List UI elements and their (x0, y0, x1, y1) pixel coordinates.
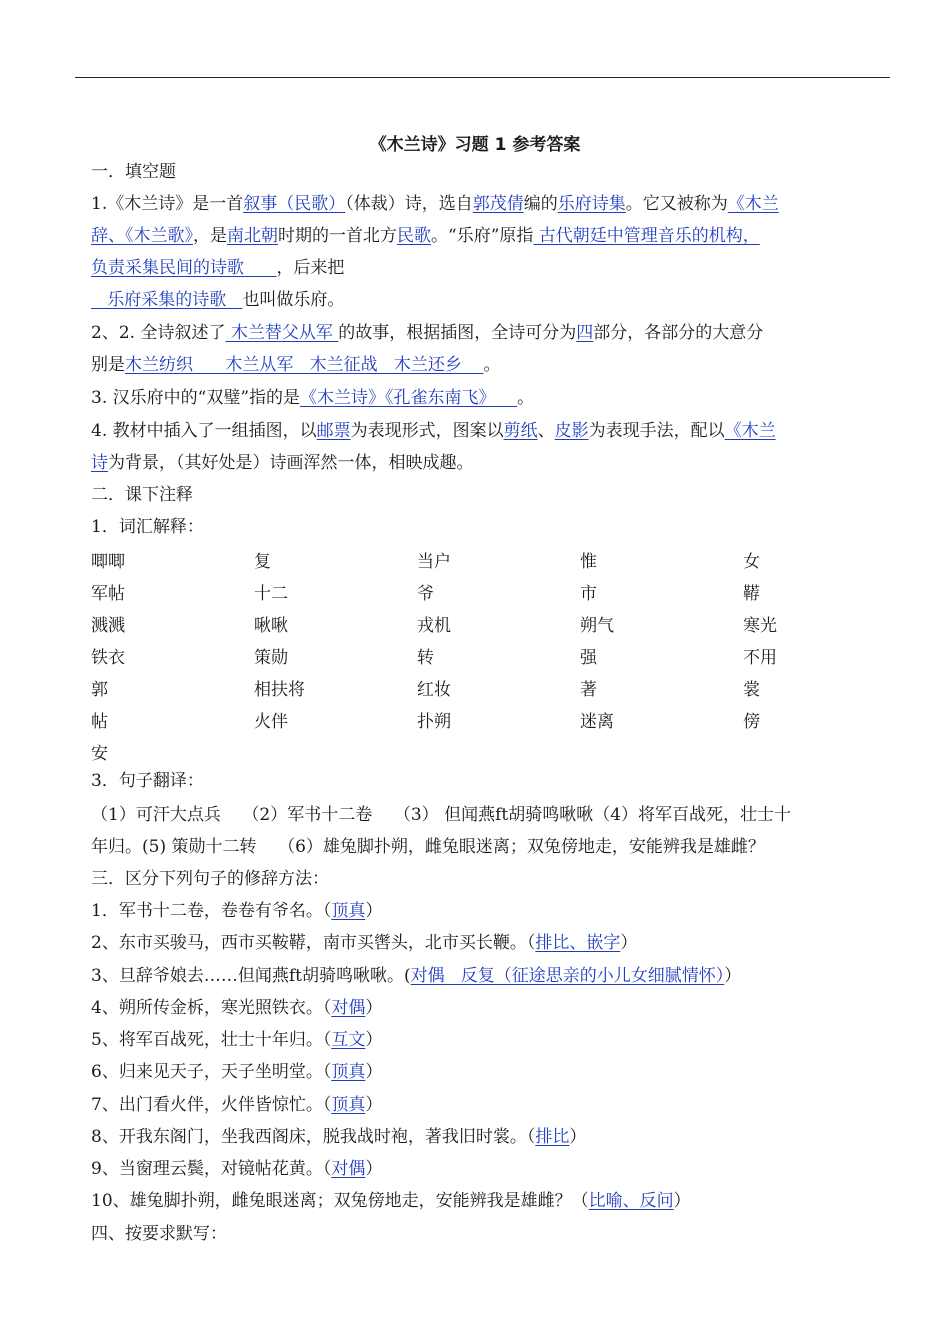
rhetoric-answer: 顶真 (331, 1062, 366, 1082)
vocab-cell: 市 (580, 584, 597, 604)
q1-answer: 、 (108, 226, 125, 246)
vocab-row (91, 546, 911, 578)
q4-answer: 《木兰 (724, 421, 776, 441)
q2-line-2 (91, 354, 500, 376)
q2-text: 别是 (91, 355, 125, 375)
vocab-cell: 策勋 (254, 648, 288, 668)
rhetoric-question: 4、朔所传金柝，寒光照铁衣。（ (91, 998, 332, 1018)
vocab-cell: 帖 (91, 712, 108, 732)
rhetoric-question: 1．军书十二卷，卷卷有爷名。（ (91, 901, 332, 921)
vocab-cell: 傍 (743, 712, 760, 732)
vocab-cell: 女 (743, 552, 760, 572)
rhetoric-item (91, 932, 637, 954)
rhetoric-answer: 对偶 (331, 1159, 366, 1179)
q1-line-1 (91, 193, 779, 215)
section-1-heading: 一．填空题 (91, 162, 176, 182)
rhetoric-close: ） (724, 966, 742, 986)
rhetoric-question: 5、将军百战死，壮士十年归。（ (91, 1030, 332, 1050)
vocab-cell: 安 (91, 744, 108, 764)
rhetoric-answer: 对偶 反复（征途思亲的小儿女细腻情怀） (410, 966, 725, 986)
rhetoric-item (91, 1158, 382, 1180)
q1-text: ，是 (193, 226, 227, 246)
rhetoric-item (91, 997, 382, 1019)
vocab-cell: 惟 (580, 552, 597, 572)
vocab-cell: 强 (580, 648, 597, 668)
rhetoric-close: ） (365, 998, 383, 1018)
rhetoric-close: ） (365, 1030, 383, 1050)
vocab-row (91, 610, 911, 642)
q2-text: 部分，各部分的大意分 (593, 323, 764, 343)
vocab-row (91, 578, 911, 610)
vocab-table (91, 546, 911, 770)
rhetoric-item (91, 1126, 586, 1148)
rhetoric-question: 7、出门看火伴，火伴皆惊忙。（ (91, 1095, 332, 1115)
q1-answer: 乐府采集的诗歌 (91, 290, 243, 310)
rhetoric-item (91, 965, 741, 987)
vocab-cell: 戎机 (417, 616, 451, 636)
rhetoric-question: 10、雄兔脚扑朔，雌兔眼迷离；双兔傍地走，安能辨我是雄雌？（ (91, 1191, 589, 1211)
rhetoric-item (91, 1094, 382, 1116)
rhetoric-close: ） (365, 1062, 383, 1082)
q4-text: 、 (537, 421, 555, 441)
rhetoric-close: ） (365, 1095, 383, 1115)
vocab-cell: 铁衣 (91, 648, 125, 668)
vocab-cell: 啾啾 (254, 616, 288, 636)
q1-text: ，后来把 (276, 258, 345, 278)
q1-line-3 (91, 257, 344, 279)
q4-line-1 (91, 420, 776, 442)
page-title: 《木兰诗》习题 1 参考答案 (369, 135, 581, 155)
rhetoric-answer: 互文 (331, 1030, 366, 1050)
q1-text: 编的 (523, 194, 558, 214)
rhetoric-close: ） (569, 1127, 587, 1147)
rhetoric-question: 8、开我东阁门，坐我西阁床，脱我战时袍，著我旧时裳。（ (91, 1127, 536, 1147)
section-4-heading: 四、按要求默写： (91, 1224, 227, 1244)
rhetoric-question: 9、当窗理云鬓，对镜帖花黄。（ (91, 1159, 332, 1179)
vocab-title: 1．词汇解释： (91, 517, 204, 537)
q3-text: 。 (517, 388, 535, 408)
q1-text: （体裁）诗，选自 (345, 194, 473, 214)
q2-answer: 木兰替父从军 (225, 323, 339, 343)
vocab-cell: 爷 (417, 584, 434, 604)
vocab-row (91, 706, 911, 738)
vocab-row (91, 642, 911, 674)
q1-text: 。“乐府”原指 (431, 226, 534, 246)
rhetoric-close: ） (620, 933, 638, 953)
q4-answer: 剪纸 (503, 421, 538, 441)
rhetoric-close: ） (673, 1191, 691, 1211)
vocab-cell: 裳 (743, 680, 760, 700)
rhetoric-answer: 顶真 (331, 901, 366, 921)
vocab-cell: 军帖 (91, 584, 125, 604)
translation-title: 3．句子翻译： (91, 771, 204, 791)
rhetoric-answer: 比喻、反问 (588, 1191, 674, 1211)
q1-answer: 乐府诗集 (557, 194, 626, 214)
q1-answer: 叙事（民歌） (243, 194, 346, 214)
q4-text: 为表现手法，配以 (588, 421, 725, 441)
vocab-cell: 寒光 (743, 616, 777, 636)
vocab-cell: 相扶将 (254, 680, 305, 700)
q4-answer: 皮影 (554, 421, 589, 441)
rhetoric-answer: 顶真 (331, 1095, 366, 1115)
q4-text: 为背景，（其好处是）诗画浑然一体，相映成趣。 (108, 453, 474, 473)
q3-text: 3. 汉乐府中的“双璧”指的是 (91, 388, 301, 408)
q1-answer: 南北朝 (227, 226, 278, 246)
header-rule (75, 77, 890, 78)
q3-line (91, 387, 534, 409)
q2-answer: 四 (576, 323, 594, 343)
q2-answer: 木兰纺织 木兰从军 木兰征战 木兰还乡 (125, 355, 484, 375)
rhetoric-item (91, 900, 382, 922)
vocab-cell: 转 (417, 648, 434, 668)
q1-answer: 郭茂倩 (472, 194, 524, 214)
q2-text: 的故事，根据插图，全诗可分为 (338, 323, 577, 343)
q2-text: 。 (483, 355, 501, 375)
q1-answer: 《木兰 (727, 194, 779, 214)
vocab-cell: 扑朔 (417, 712, 451, 732)
q1-text: 也叫做乐府。 (242, 290, 345, 310)
q4-answer: 诗 (91, 453, 108, 473)
vocab-cell: 鞯 (743, 584, 760, 604)
vocab-cell: 朔气 (580, 616, 614, 636)
q4-answer: 邮票 (316, 421, 351, 441)
rhetoric-answer: 排比 (535, 1127, 570, 1147)
rhetoric-question: 6、归来见天子，天子坐明堂。（ (91, 1062, 332, 1082)
vocab-cell: 十二 (254, 584, 288, 604)
rhetoric-item (91, 1190, 691, 1212)
q1-text: 1.《木兰诗》是一首 (91, 194, 244, 214)
q1-answer: 《木兰歌》 (125, 226, 193, 246)
vocab-row (91, 674, 911, 706)
rhetoric-answer: 排比、嵌字 (535, 933, 621, 953)
vocab-cell: 红妆 (417, 680, 451, 700)
section-3-heading: 三．区分下列句子的修辞方法： (91, 869, 329, 889)
vocab-row (91, 738, 911, 770)
q1-answer: 负责采集民间的诗歌 (91, 258, 277, 278)
q1-answer: 古代朝廷中管理音乐的机构， (533, 226, 760, 246)
vocab-cell: 溅溅 (91, 616, 125, 636)
q1-answer: 民歌 (397, 226, 431, 246)
section-2-heading: 二．课下注释 (91, 485, 193, 505)
rhetoric-question: 2、东市买骏马，西市买鞍鞯，南市买辔头，北市买长鞭。（ (91, 933, 536, 953)
translation-line-1: （1）可汗大点兵 （2）军书十二卷 （3） 但闻燕ft胡骑鸣啾啾（4）将军百战死，壮士十 (91, 805, 792, 825)
vocab-cell: 著 (580, 680, 597, 700)
rhetoric-question: 3、旦辞爷娘去……但闻燕ft胡骑鸣啾啾。( (91, 966, 411, 986)
vocab-cell: 迷离 (580, 712, 614, 732)
q2-line-1 (91, 322, 763, 344)
vocab-cell: 唧唧 (91, 552, 125, 572)
vocab-cell: 郭 (91, 680, 108, 700)
q1-line-4 (91, 289, 344, 311)
q1-answer: 辞 (91, 226, 108, 246)
vocab-cell: 火伴 (254, 712, 288, 732)
rhetoric-item (91, 1029, 382, 1051)
q4-text: 4. 教材中插入了一组插图，以 (91, 421, 317, 441)
rhetoric-answer: 对偶 (331, 998, 366, 1018)
q1-text: 时期的一首北方 (278, 226, 397, 246)
rhetoric-close: ） (365, 1159, 383, 1179)
q4-text: 为表现形式，图案以 (350, 421, 504, 441)
q1-text: 。它又被称为 (625, 194, 728, 214)
vocab-cell: 不用 (743, 648, 777, 668)
q3-answer: 《木兰诗》《孔雀东南飞》 (300, 388, 518, 408)
q1-line-2 (91, 225, 760, 247)
rhetoric-close: ） (365, 901, 383, 921)
translation-line-2: 年归。(5) 策勋十二转 （6）雄兔脚扑朔，雌兔眼迷离；双兔傍地走，安能辨我是雄雌？ (91, 837, 765, 857)
rhetoric-item (91, 1061, 382, 1083)
vocab-cell: 复 (254, 552, 271, 572)
vocab-cell: 当户 (417, 552, 451, 572)
q4-line-2 (91, 452, 474, 474)
q2-text: 2、2. 全诗叙述了 (91, 323, 226, 343)
